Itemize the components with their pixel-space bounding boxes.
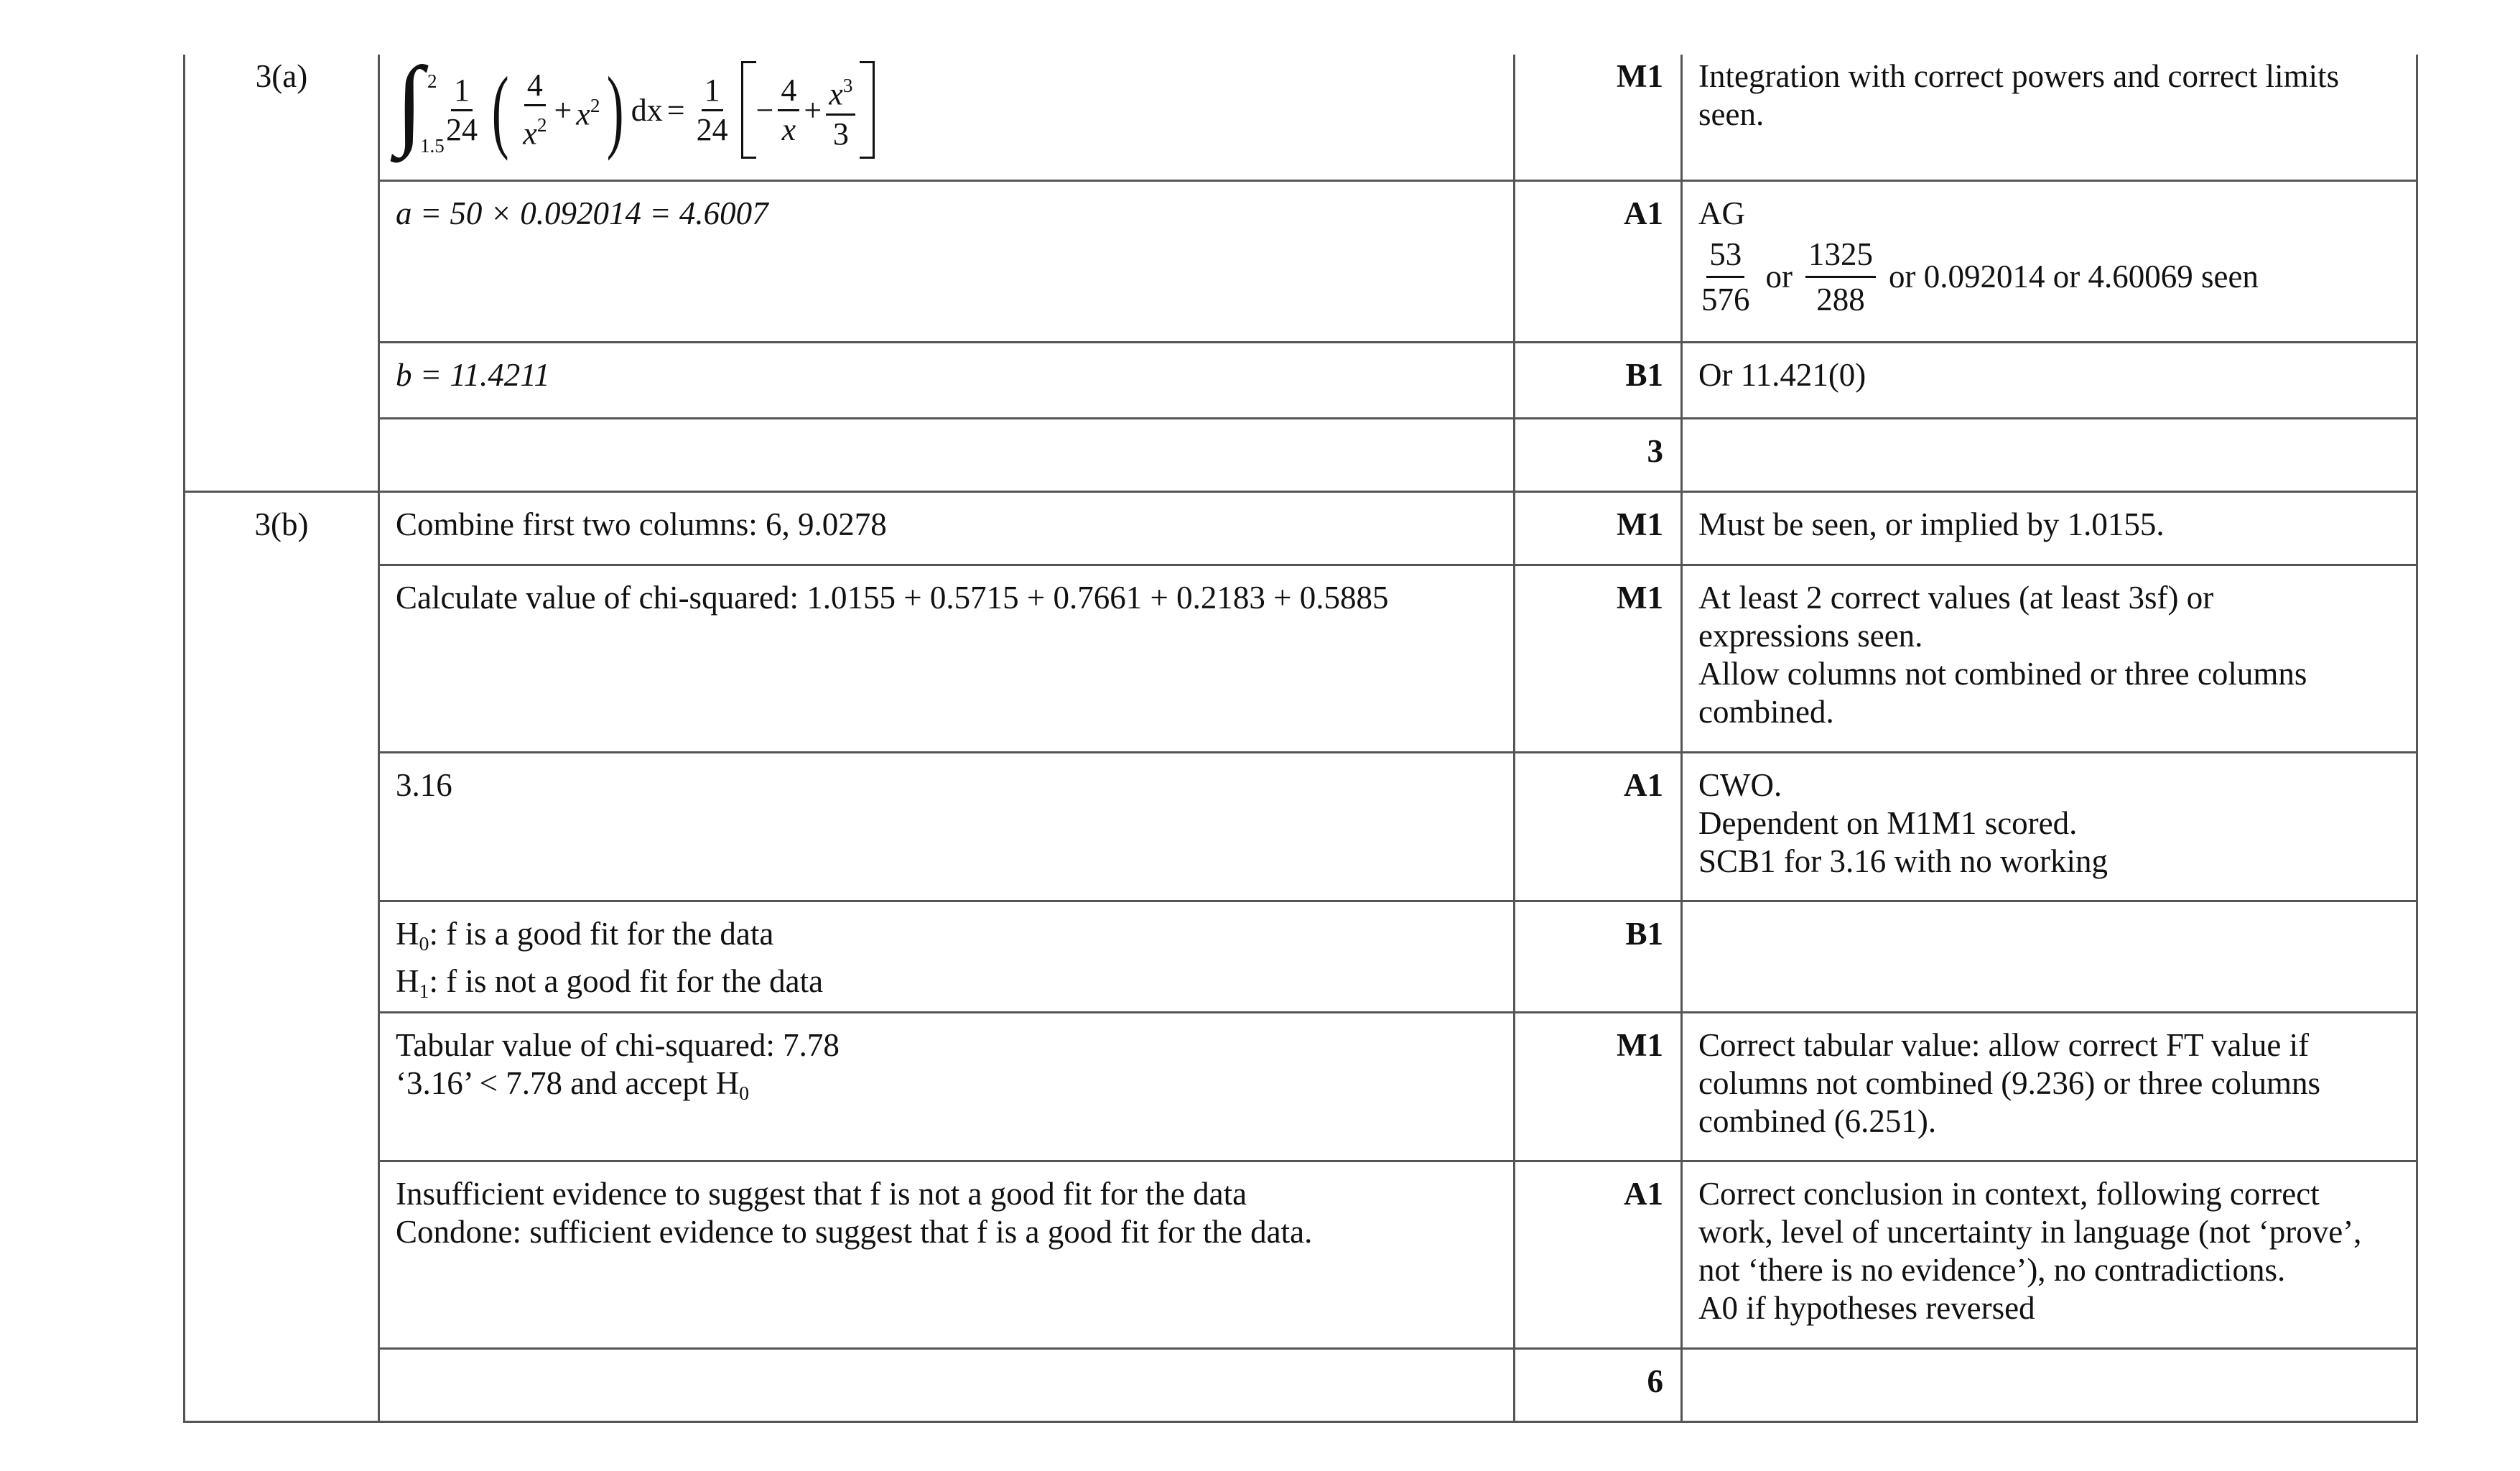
fraction: $\frac{4}{x}$ <box>778 72 799 149</box>
guidance-cell: Or 11.421(0) <box>1682 342 2417 418</box>
question-label: 3(a) <box>255 58 308 94</box>
integral-sign: ∫ 2 1.5 <box>396 47 445 158</box>
mark-code: M1 <box>1617 1026 1663 1063</box>
mark-code: A1 <box>1624 195 1663 231</box>
fraction: $\frac{1}{24}$ <box>446 72 478 147</box>
answer-cell: b = 11.4211 <box>379 342 1515 418</box>
mark-cell <box>1515 1012 1682 1161</box>
fraction: $\frac{1}{24}$ <box>696 72 728 147</box>
answer-cell: Tabular value of chi-squared: 7.78 ‘3.16’ < 7.78 and accept $H_0$ <box>379 1012 1515 1161</box>
guidance-cell <box>1682 901 2417 1012</box>
guidance-cell: AG $\frac{53}{576}$ or $\frac{1325}{288}$ or 0.092014 or 4.60069 seen <box>1682 180 2417 342</box>
mark-cell <box>1515 180 1682 342</box>
integral-expression: ∫ 2 1.5 $\frac{1}{24}$ ( $\frac{4}{x^2}$ + $x^2$ ) dx = $\frac{1}{24}$ − $\frac{4}{x}$ + $\frac{x^3}{3}$ <box>396 56 880 164</box>
mark-code: B1 <box>1625 356 1663 393</box>
fraction: $\frac{x^3}{3}$ <box>826 67 855 153</box>
mark-total-cell <box>1515 418 1682 491</box>
table-row <box>185 1012 2417 1161</box>
mark-code: M1 <box>1617 579 1663 616</box>
mark-cell <box>1515 565 1682 752</box>
answer-cell: Calculate value of chi-squared: 1.0155 + 0.5715 + 0.7661 + 0.2183 + 0.5885 <box>379 565 1515 752</box>
mark-cell <box>1515 342 1682 418</box>
mark-code: M1 <box>1617 506 1663 542</box>
table-row <box>185 1161 2417 1348</box>
answer-cell <box>379 47 1515 180</box>
guidance-cell: At least 2 correct values (at least 3sf) or expressions seen. Allow columns not combined or three columns combined. <box>1682 565 2417 752</box>
null-hypothesis: $H_0$: f is a good fit for the data <box>396 915 774 955</box>
mark-scheme-table <box>183 47 2418 1423</box>
fraction: $\frac{4}{x^2}$ <box>523 68 547 152</box>
mark-cell <box>1515 1161 1682 1348</box>
close-paren: ) <box>607 58 625 162</box>
total-row <box>185 418 2417 491</box>
answer-cell: a = 50 × 0.092014 = 4.6007 <box>379 180 1515 342</box>
guidance-cell: Integration with correct powers and correct limits seen. <box>1682 55 2417 180</box>
alternative-hypothesis: $H_1$: f is not a good fit for the data <box>396 963 824 1003</box>
answer-cell <box>379 901 1515 1012</box>
table-row <box>185 752 2417 901</box>
mark-cell <box>1515 491 1682 565</box>
question-label-cell <box>185 491 379 1421</box>
question-label: 3(b) <box>254 506 309 542</box>
open-paren: ( <box>491 58 509 162</box>
table-row <box>185 55 2417 180</box>
mark-total-cell <box>1515 1348 1682 1421</box>
answer-cell: Combine first two columns: 6, 9.0278 <box>379 491 1515 565</box>
question-label-cell <box>185 55 379 491</box>
mark-cell <box>1515 55 1682 180</box>
guidance-cell: Correct tabular value: allow correct FT value if columns not combined (9.236) or three columns combined (6.251). <box>1682 1012 2417 1161</box>
mark-code: B1 <box>1625 915 1663 952</box>
table-row <box>185 565 2417 752</box>
mark-code: A1 <box>1624 766 1663 803</box>
open-bracket <box>741 61 756 159</box>
mark-code: A1 <box>1624 1175 1663 1212</box>
answer-cell: Insufficient evidence to suggest that f is not a good fit for the data Condone: sufficient evidence to suggest that f is a good fit for the data. <box>379 1161 1515 1348</box>
table-row <box>185 491 2417 565</box>
guidance-cell: Correct conclusion in context, following correct work, level of uncertainty in language (not ‘prove’, not ‘there is no evidence’), no contradictions. A0 if hypotheses reversed <box>1682 1161 2417 1348</box>
close-bracket <box>860 61 875 159</box>
guidance-cell: Must be seen, or implied by 1.0155. <box>1682 491 2417 565</box>
mark-code: M1 <box>1617 58 1663 94</box>
mark-total: 3 <box>1647 432 1663 469</box>
guidance-fractions: $\frac{53}{576}$ or $\frac{1325}{288}$ or 0.092014 or 4.60069 seen <box>1698 233 2409 321</box>
answer-cell: 3.16 <box>379 752 1515 901</box>
guidance-cell: CWO. Dependent on M1M1 scored. SCB1 for 3.16 with no working <box>1682 752 2417 901</box>
table-row <box>185 342 2417 418</box>
total-row <box>185 1348 2417 1421</box>
table-row <box>185 180 2417 342</box>
mark-cell <box>1515 901 1682 1012</box>
mark-total: 6 <box>1647 1363 1663 1399</box>
mark-cell <box>1515 752 1682 901</box>
table-row <box>185 901 2417 1012</box>
